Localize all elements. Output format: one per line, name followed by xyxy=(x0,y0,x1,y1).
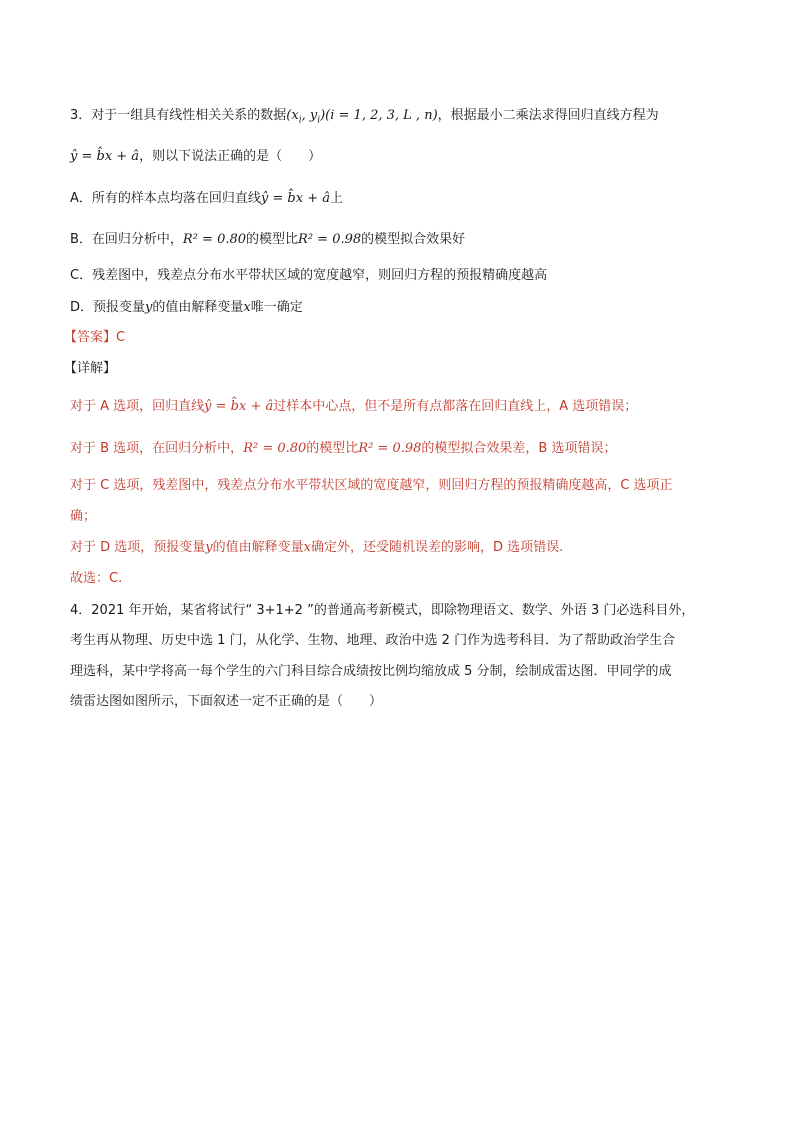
q3-stem-a: 对于一组具有线性相关关系的数据 xyxy=(91,108,287,123)
detail-b: 对于 B 选项，在回归分析中，R² = 0.80的模型比R² = 0.98的模型拟合效果差，B 选项错误； xyxy=(70,441,617,456)
q3-stem-line2 xyxy=(70,147,321,167)
index-expr: (i = 1, 2, 3, L , n) xyxy=(325,108,438,123)
option-b-text: B．在回归分析中， xyxy=(70,232,183,247)
option-d-y: y xyxy=(145,300,153,315)
option-d xyxy=(70,298,303,318)
regression-equation: ŷ = b̂x + â xyxy=(70,149,140,164)
detail-a: 对于 A 选项，回归直线ŷ = b̂x + â过样本中心点，但不是所有点都落在回归直线上，A 选项错误； xyxy=(70,399,638,414)
option-b xyxy=(70,230,465,250)
q4-line2: 考生再从物理、历史中选 1 门，从化学、生物、地理、政治中选 2 门作为选考科目．为了帮助政治学生合 xyxy=(70,633,676,648)
option-a-tail: 上 xyxy=(329,191,343,206)
detail-c-line2: 确； xyxy=(70,509,97,524)
option-b-r2: R² = 0.98 xyxy=(298,232,362,247)
option-a xyxy=(70,189,343,209)
option-c: C．残差图中，残差点分布水平带状区域的宽度越窄，则回归方程的预报精确度越高 xyxy=(70,268,548,283)
q4-line3: 理选科，某中学将高一每个学生的六门科目综合成绩按比例均缩放成 5 分制，绘制成雷达图．甲同学的成 xyxy=(70,664,672,679)
data-pair-expr: ($x_i$, $y_i$) xyxy=(286,108,326,126)
detail-b-r2: R² = 0.98 xyxy=(358,441,422,456)
detail-d-y: y xyxy=(205,540,213,555)
option-d-x: x xyxy=(243,300,251,315)
detail-b-r1: R² = 0.80 xyxy=(243,441,307,456)
option-b-mid: 的模型比 xyxy=(246,232,299,247)
q3-stem-b: ，根据最小二乘法求得回归直线方程为 xyxy=(437,108,659,123)
q3-number: 3． xyxy=(70,108,92,123)
detail-d: 对于 D 选项，预报变量y的值由解释变量x确定外，还受随机误差的影响，D 选项错误. xyxy=(70,540,564,555)
option-a-equation: ŷ = b̂x + â xyxy=(260,191,330,206)
q4-line4: 绩雷达图如图所示，下面叙述一定不正确的是（ ） xyxy=(70,694,383,709)
option-a-text: A．所有的样本点均落在回归直线 xyxy=(70,191,261,206)
option-d-text: D．预报变量 xyxy=(70,300,146,315)
option-b-tail: 的模型拟合效果好 xyxy=(361,232,466,247)
option-d-tail: 唯一确定 xyxy=(250,300,303,315)
q4-line1: 4．2021 年开始，某省将试行“ 3+1+2 ”的普通高考新模式，即除物理语文、数学、外语 3 门必选科目外， xyxy=(70,603,695,618)
answer-label: 【答案】C xyxy=(64,330,126,345)
detail-label: 【详解】 xyxy=(64,361,117,376)
option-b-r1: R² = 0.80 xyxy=(182,232,247,247)
choose-answer: 故选：C. xyxy=(70,571,123,586)
option-d-mid: 的值由解释变量 xyxy=(152,300,244,315)
detail-c-line1: 对于 C 选项，残差图中，残差点分布水平带状区域的宽度越窄，则回归方程的预报精确度越高，C 选项正 xyxy=(70,478,673,493)
detail-a-equation: ŷ = b̂x + â xyxy=(204,399,274,414)
q3-stem-line1 xyxy=(70,106,659,131)
detail-d-x: x xyxy=(303,540,311,555)
q3-stem-c: ，则以下说法正确的是（ ） xyxy=(139,149,322,164)
